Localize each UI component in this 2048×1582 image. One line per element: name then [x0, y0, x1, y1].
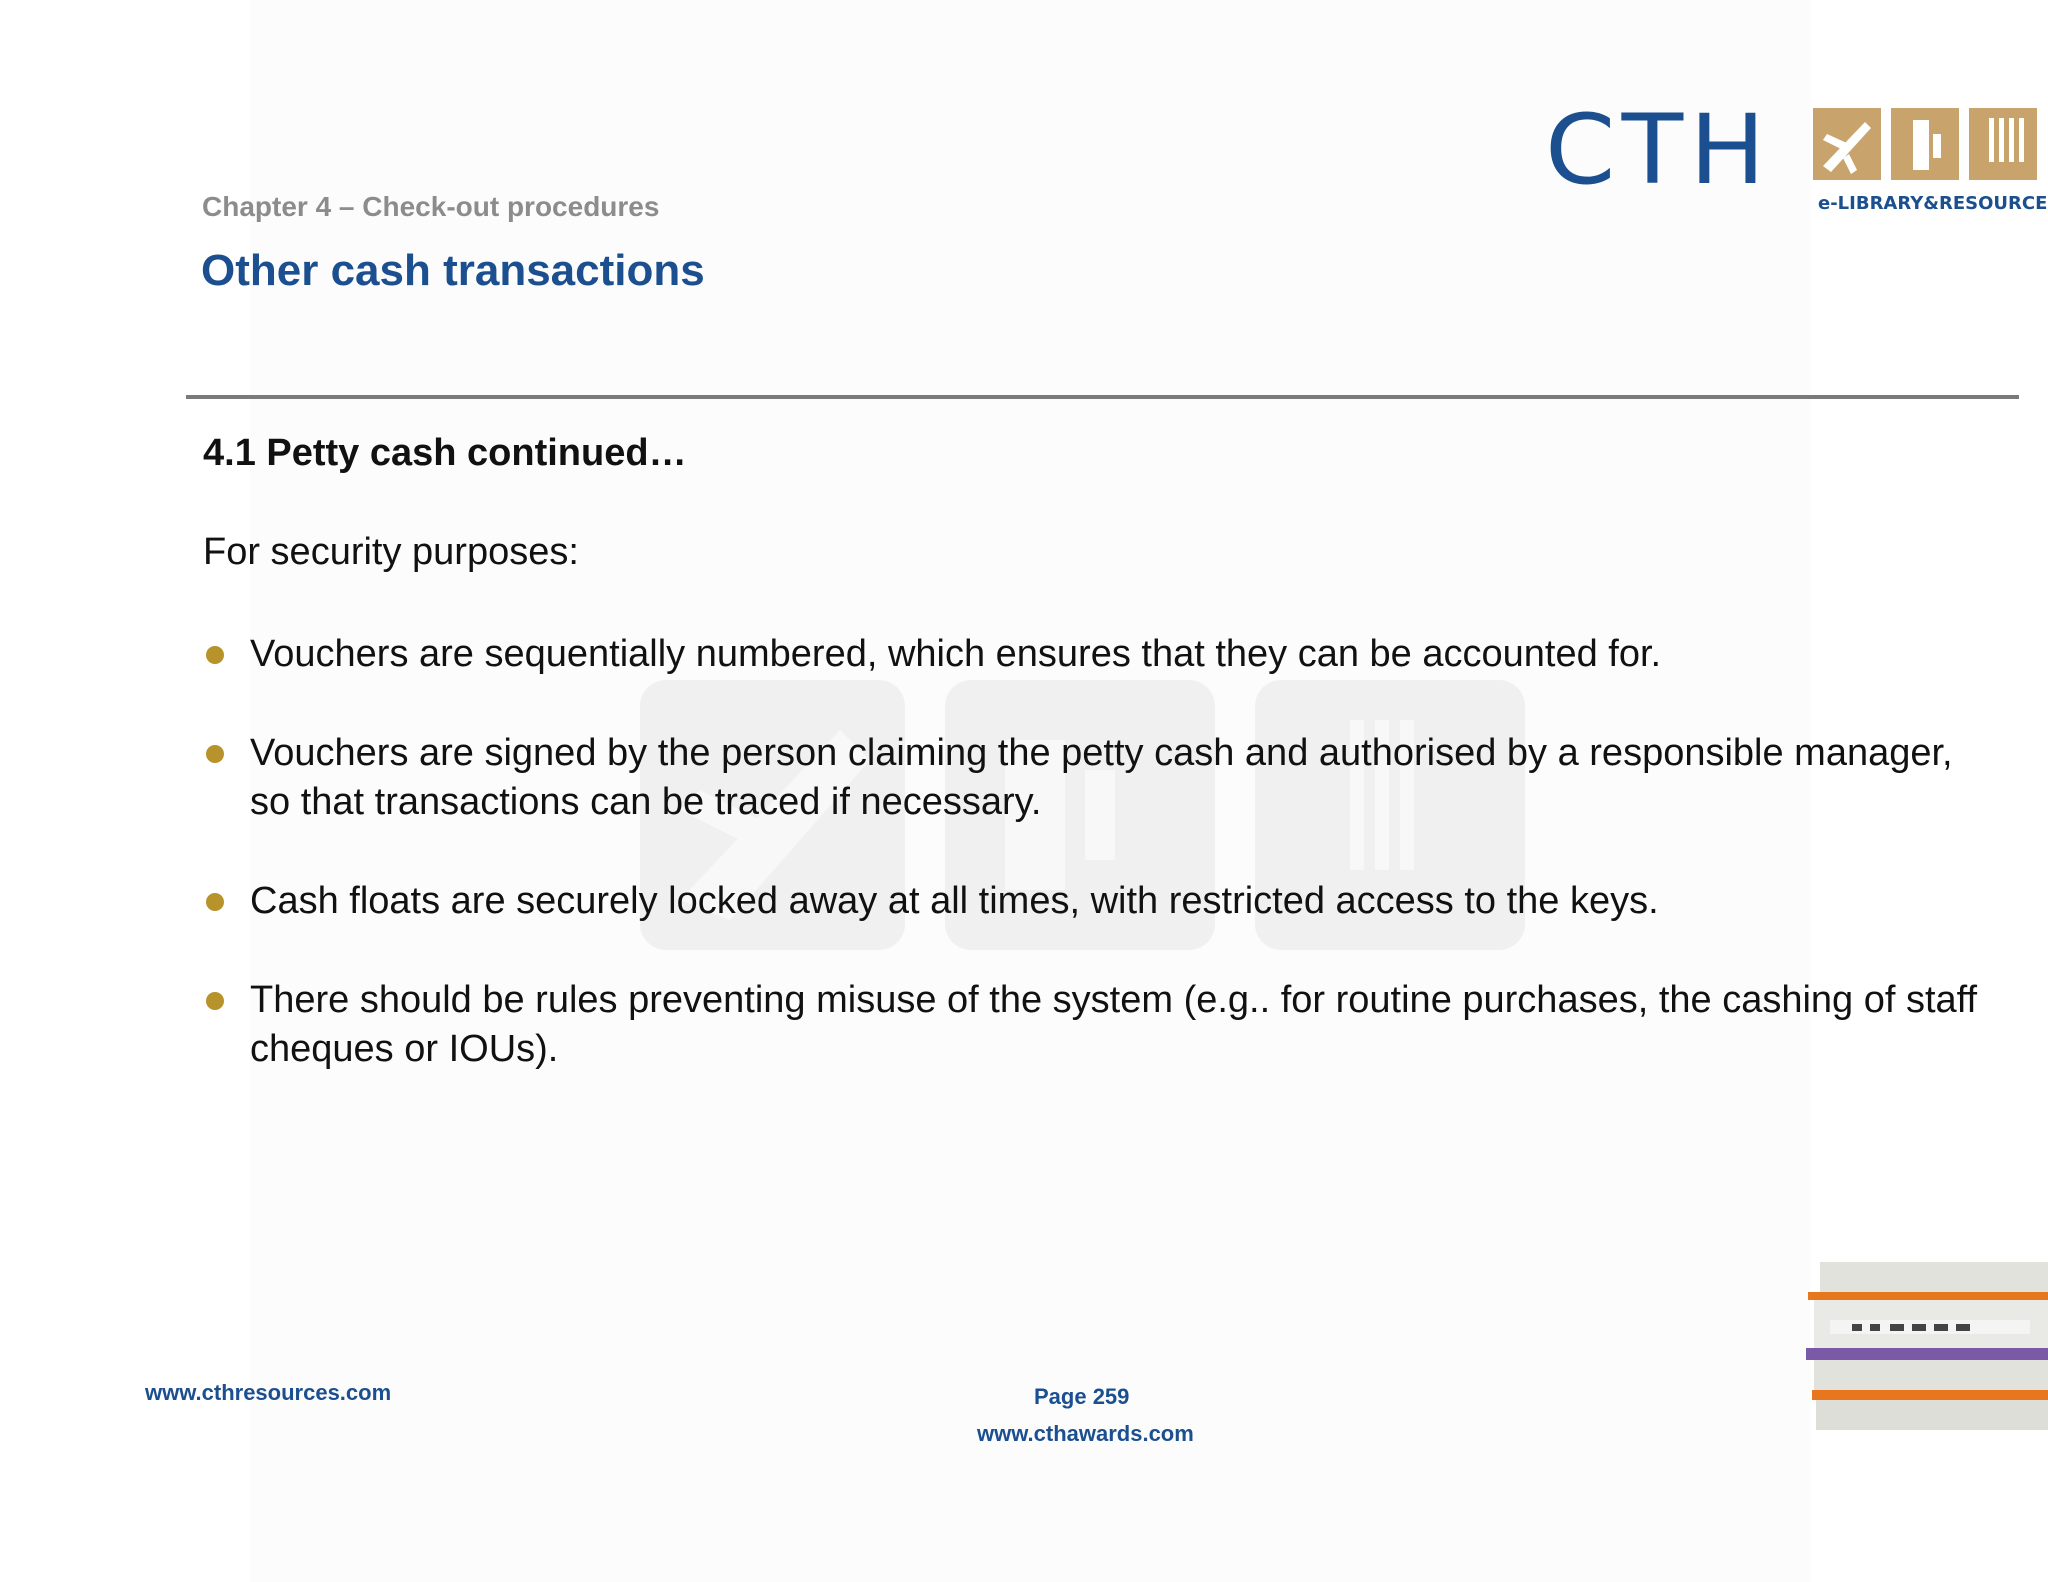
list-item: [203, 630, 2003, 679]
building-icon: [1891, 108, 1959, 180]
bullet-icon: [206, 646, 224, 664]
footer-link-resources[interactable]: www.cthresources.com: [145, 1380, 392, 1405]
section-heading: 4.1 Petty cash continued…: [203, 432, 687, 474]
list-item-text: Vouchers are signed by the person claiming the petty cash and authorised by a responsible manager, so that transactions can be traced if necessary.: [250, 732, 1953, 823]
list-item-text: Cash floats are securely locked away at all times, with restricted access to the keys.: [250, 880, 1659, 922]
chapter-label: Chapter 4 – Check-out procedures: [202, 191, 660, 222]
bullet-icon: [206, 893, 224, 911]
divider: [186, 395, 2019, 399]
bullet-icon: [206, 745, 224, 763]
cth-logo: [1545, 94, 2048, 220]
airplane-icon: [1813, 108, 1881, 180]
list-item-text: Vouchers are sequentially numbered, which ensures that they can be accounted for.: [250, 633, 1662, 675]
intro-text: For security purposes:: [203, 531, 579, 573]
list-item: [203, 877, 2003, 926]
bullet-list: [203, 630, 2003, 1074]
bullet-icon: [206, 992, 224, 1010]
list-item: [203, 729, 2003, 827]
list-item-text: There should be rules preventing misuse of the system (e.g.. for routine purchases, the cashing of staff cheques or IOUs).: [250, 979, 1978, 1070]
footer-link-awards[interactable]: www.cthawards.com: [977, 1421, 1194, 1446]
logo-wordmark: CTH: [1545, 94, 1772, 206]
page-title: Other cash transactions: [201, 246, 705, 295]
logo-tiles: [1813, 108, 2037, 180]
list-item: [203, 976, 2003, 1074]
fork-icon: [1969, 108, 2037, 180]
books-stack-icon: [1800, 1262, 2048, 1432]
page-number: Page 259: [1034, 1384, 1130, 1409]
logo-subtitle: e-LIBRARY&RESOURCE: [1818, 193, 2048, 214]
